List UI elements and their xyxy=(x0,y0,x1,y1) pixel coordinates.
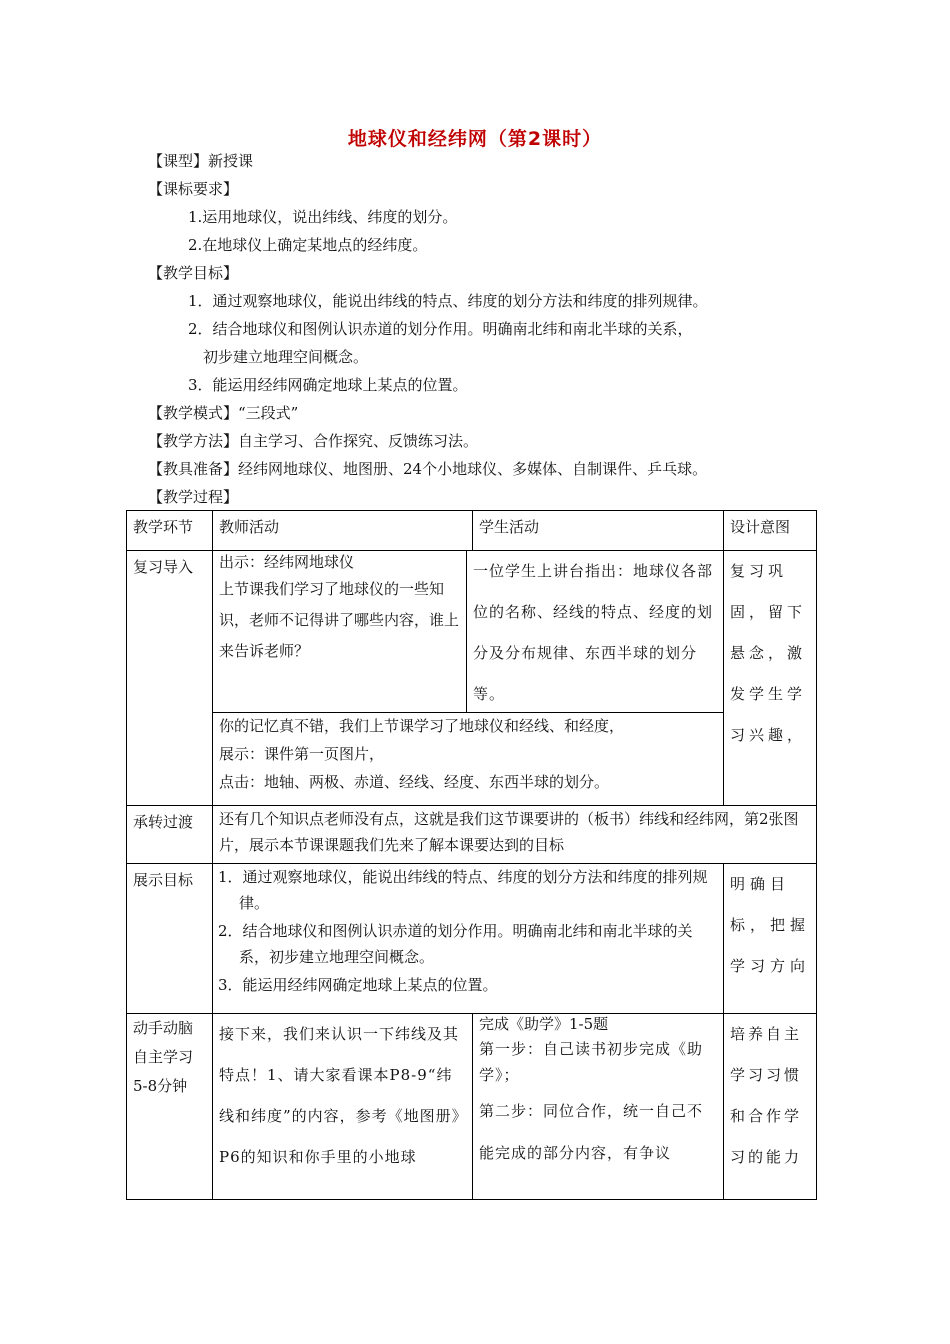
header-cell: 学生活动 xyxy=(479,518,540,536)
process-heading: 【教学过程】 xyxy=(148,488,239,506)
goal-item: 3．能运用经纬网确定地球上某点的位置。 xyxy=(218,976,498,994)
design-intent: 复习巩固，留下悬念，激发学生学习兴趣， xyxy=(730,562,807,744)
student-activity: 完成《助学》1-5题 xyxy=(479,1015,609,1033)
goal-item: 2．结合地球仪和图例认识赤道的划分作用。明确南北纬和南北半球的关系，初步建立地理空间概念。 xyxy=(218,922,693,966)
table-row xyxy=(127,551,817,806)
stage-label: 动手动脑自主学习5-8分钟 xyxy=(133,1019,194,1095)
teacher-activity: 你的记忆真不错，我们上节课学习了地球仪和经线、和经度， xyxy=(219,717,625,735)
teacher-activity: 接下来，我们来认识一下纬线及其特点！1、请大家看课本P8-9“纬线和纬度”的内容，参考《地图册》P6的知识和你手里的小地球 xyxy=(219,1025,461,1166)
teacher-activity: 点击：地轴、两极、赤道、经线、经度、东西半球的划分。 xyxy=(219,773,610,791)
process-table xyxy=(126,510,817,1200)
standards-heading: 【课标要求】 xyxy=(148,180,239,198)
goals-heading: 【教学目标】 xyxy=(148,264,239,282)
standard-item: 2.在地球仪上确定某地点的经纬度。 xyxy=(188,236,428,254)
table-row xyxy=(127,864,817,1014)
table-row xyxy=(127,1014,817,1200)
goal-item: 2．结合地球仪和图例认识赤道的划分作用。明确南北纬和南北半球的关系， xyxy=(188,320,693,338)
goal-item-continued: 初步建立地理空间概念。 xyxy=(203,348,369,366)
goal-item: 1．通过观察地球仪，能说出纬线的特点、纬度的划分方法和纬度的排列规律。 xyxy=(188,292,708,310)
design-intent: 明确目标，把握学习方向 xyxy=(730,875,811,975)
header-cell: 设计意图 xyxy=(730,518,791,536)
design-intent: 培养自主学习习惯和合作学习的能力 xyxy=(730,1025,803,1166)
goal-item: 3．能运用经纬网确定地球上某点的位置。 xyxy=(188,376,468,394)
goal-item: 1．通过观察地球仪，能说出纬线的特点、纬度的划分方法和纬度的排列规律。 xyxy=(218,868,708,912)
student-activity: 第一步：自己读书初步完成《助学》； xyxy=(479,1040,704,1084)
course-type: 【课型】新授课 xyxy=(148,152,254,170)
table-header-row xyxy=(127,511,817,551)
header-cell: 教学环节 xyxy=(133,518,194,536)
stage-label: 复习导入 xyxy=(133,558,194,576)
transition-text: 还有几个知识点老师没有点，这就是我们这节课要讲的（板书）纬线和经纬网，第2张图片，展示本节课课题我们先来了解本课要达到的目标 xyxy=(219,810,799,854)
teaching-method: 【教学方法】自主学习、合作探究、反馈练习法。 xyxy=(148,432,479,450)
stage-label: 承转过渡 xyxy=(133,813,194,831)
teacher-activity: 上节课我们学习了地球仪的一些知识，老师不记得讲了哪些内容，谁上来告诉老师？ xyxy=(219,580,460,660)
teaching-tools: 【教具准备】经纬网地球仪、地图册、24个小地球仪、多媒体、自制课件、乒乓球。 xyxy=(148,460,708,478)
standard-item: 1.运用地球仪，说出纬线、纬度的划分。 xyxy=(188,208,458,226)
page-title: 地球仪和经纬网（第2课时） xyxy=(347,128,603,150)
table-row xyxy=(127,806,817,864)
teacher-activity: 出示：经纬网地球仪 xyxy=(219,553,355,571)
stage-label: 展示目标 xyxy=(133,871,194,889)
student-activity: 一位学生上讲台指出：地球仪各部位的名称、经线的特点、经度的划分及分布规律、东西半球的划分等。 xyxy=(473,562,714,703)
teaching-mode: 【教学模式】“三段式” xyxy=(148,404,299,422)
teacher-activity: 展示：课件第一页图片， xyxy=(219,745,385,763)
student-activity: 第二步：同位合作，统一自己不能完成的部分内容，有争议 xyxy=(479,1102,704,1162)
header-cell: 教师活动 xyxy=(219,518,280,536)
